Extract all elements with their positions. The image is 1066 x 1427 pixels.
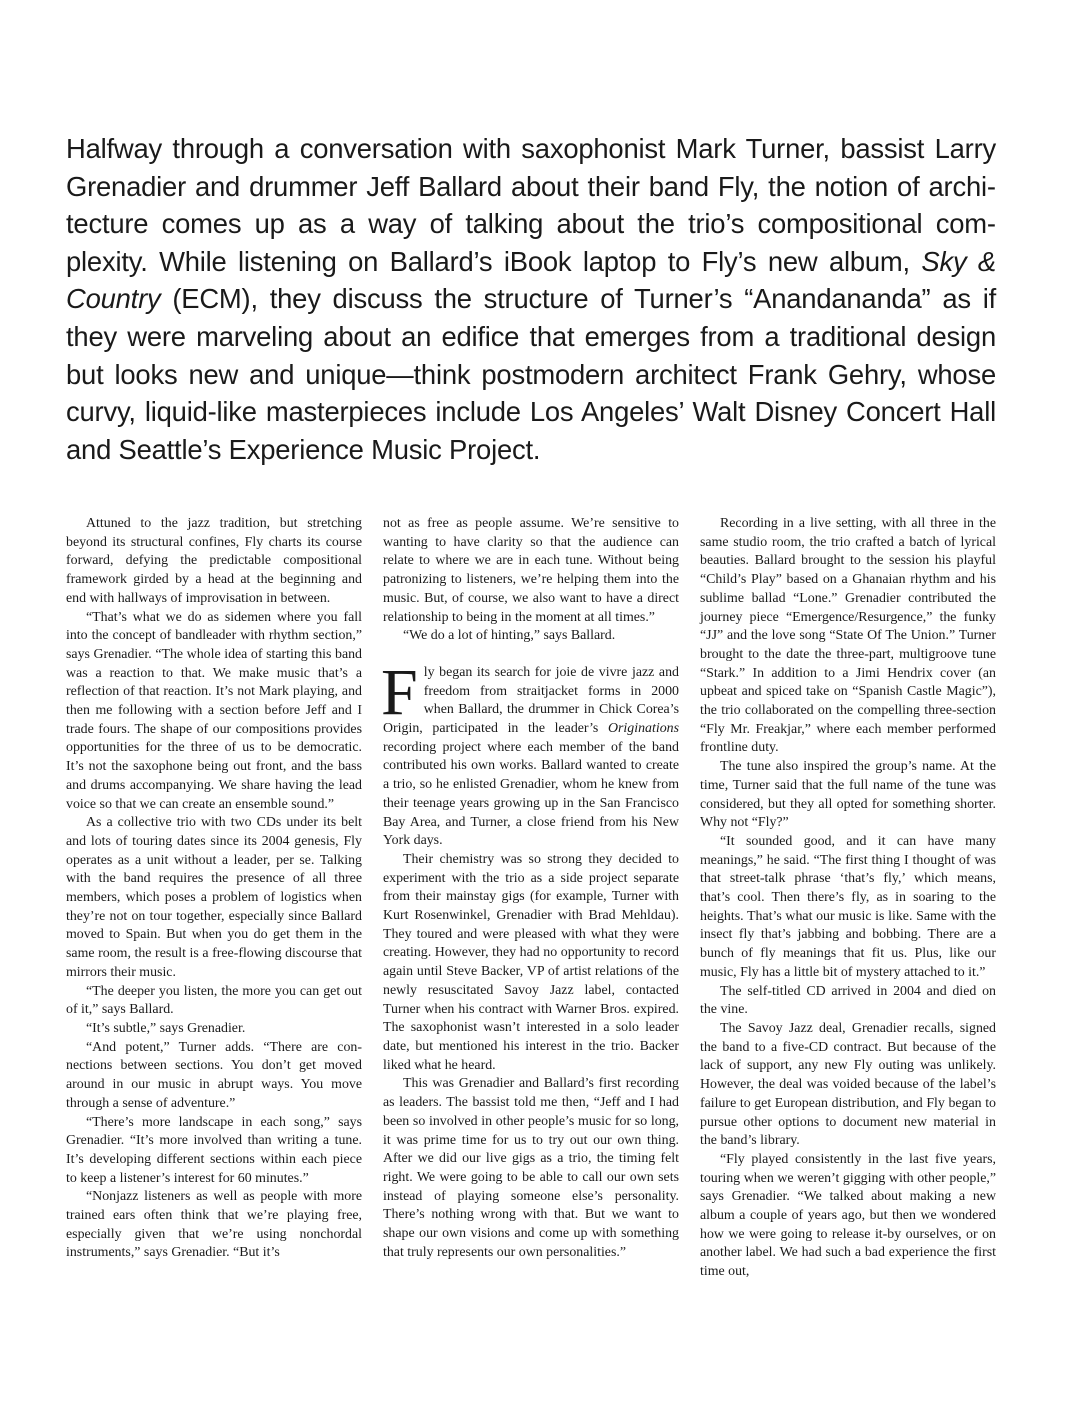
paragraph: Recording in a live setting, with all three in the same studio room, the trio crafted a batch of lyrical beauties. Ballard brought to the session his playful “Child’s Play” based on a Ghanaian rhythm and his sublime ballad “Lone.” Grenadier contributed the journey piece “Emergence/Resurgence,” the funky “JJ” and the love song “State Of The Union.” Turner brought to the date the three-part, multigroove tune “Stark.” In addition to a Jimi Hendrix cover (an upbeat and spiced take on “Spanish Castle Magic”), the trio collaborated on the compelling three-section “Fly Mr. Freakjar,” where each member performed frontline duty. [700, 516, 996, 756]
paragraph: Their chemistry was so strong they decided to experiment with the trio as a side project separate from their mainstay gigs (for example, Turner with Kurt Rosenwinkel, Grenadier with Brad Mehldau). They toured and were pleased with what they were creating. However, they had no opportunity to record again until Steve Backer, VP of artist relations of the newly resuscitated Savoy Jazz label, contacted Turner when his contract with Warner Bros. expired. The saxophonist wasn’t interested in a solo leader date, but mentioned his interest in the trio. Backer liked what he heard. [383, 851, 679, 1073]
drop-cap-letter: F [381, 655, 418, 729]
paragraph: “There’s more landscape in each song,” says Grenadier. “It’s more involved than writing a tune. It’s developing different sections within each piece to keep a listener’s interest for 60 minutes.” [66, 1114, 362, 1186]
column-3 [700, 515, 996, 1395]
album-title-originations: Originations [607, 721, 679, 737]
dropcap-paragraph [381, 655, 679, 851]
paragraph: The tune also inspired the group’s name. At the time, Turner said that the full name of the tune was considered, but they all opted for something shorter. Why not “Fly?” [700, 759, 996, 831]
paragraph: “We do a lot of hinting,” says Ballard. [403, 628, 616, 644]
paragraph: “That’s what we do as sidemen where you fall into the concept of bandleader with rhythm section,” says Grenadier. “The whole idea of starting this band was a reaction to that. We make music that’s a reflection of that reaction. It’s not Mark playing, and then me following with a section before Jeff and I trade fours. The shape of our compositions provides opportunities for the three of us to be democratic. It’s not the saxophone being out front, and the bass and drums accompanying. We share having the lead voice so that we can create an ensemble sound.” [66, 609, 362, 812]
paragraph-text: recording project where each member of the band contributed his own works. Ballard wanted to create a trio, so he enlisted Grenadier, whom he knew from their teenage years growing up in the San Francisco Bay Area, and Turner, a close friend from his New York days. [383, 739, 679, 849]
deck-text-after: (ECM), they discuss the structure of Turner’s “Anandananda” as if they were marveling about an edifice that emerges from a traditional design but looks new and unique—think postmodern architect Frank Gehry, whose curvy, liquid-like masterpieces include Los Angeles’ Walt Disney Concert Hall and Seattle’s Experience Music Project. [66, 283, 996, 465]
paragraph: The Savoy Jazz deal, Grenadier recalls, signed the band to a five-CD contract. But because of the lack of support, any new Fly outing was unlikely. However, the deal was voided because of the label’s failure to get European distribution, and Fly began to pursue other options to document new material in the band’s library. [700, 1020, 996, 1149]
paragraph: Attuned to the jazz tradition, but stretching beyond its structural confines, Fly charts its course forward, defying the predictable compositional framework girded by a head at the beginning and end with hallways of improvisation in between. [66, 516, 362, 606]
article-columns [66, 515, 996, 1395]
paragraph: As a collective trio with two CDs under its belt and lots of touring dates since its 2004 genesis, Fly operates as a unit without a leader, per se. Talking with the band requires the presence of all three members, which poses a problem of logistics when they’re not on tour together, especially since Ballard moved to Spain. But when you do get them in the same room, the result is a free-flowing discourse that mirrors their music. [66, 815, 362, 980]
column-1 [66, 515, 362, 1395]
paragraph: This was Grenadier and Ballard’s first recording as leaders. The bassist told me then, “Jeff and I had been so involved in other people’s music for so long, it was prime time for us to try out our own thing. After we did our live gigs as a trio, the timing felt right. We were going to be able to call our own sets instead of playing someone else’s personality. There’s nothing wrong with that. But we want to shape our own visions and come up with something that truly represents our own personalities.” [383, 1076, 679, 1260]
paragraph: The self-titled CD arrived in 2004 and died on the vine. [700, 983, 996, 1018]
paragraph: “Fly played consistently in the last five years, touring when we weren’t gigging with other people,” says Grenadier. “We talked about making a new album a couple of years ago, but then we wondered how we were going to release it-by ourselves, or on another label. We had such a bad experience the first time out, [700, 1151, 996, 1280]
paragraph: “It sounded good, and it can have many meanings,” he said. “The first thing I thought of was that street-talk phrase ‘that’s fly,’ which means, that’s cool. Then there’s fly, as in soaring to the heights. That’s what our music is like. Same with the insect fly that’s jabbing and bobbing. There are a bunch of fly meanings that fit us. Plus, like our music, Fly has a little bit of mystery attached to it.” [700, 833, 996, 980]
paragraph: “The deeper you listen, the more you can get out of it,” says Ballard. [66, 983, 362, 1018]
paragraph: not as free as people assume. We’re sensitive to wanting to have clarity so that the audience can relate to where we are in each tune. Without being patronizing to listeners, we’re helping them into the music. But, of course, we also want to have a direct relationship to being in the moment at all times.” [383, 516, 679, 625]
column-2 [383, 515, 679, 1395]
deck-intro [66, 130, 996, 468]
paragraph: “Nonjazz listeners as well as people with more trained ears often think that we’re playing free, especially given that we’re using nonchordal instruments,” says Grenadier. “But it’s [66, 1189, 362, 1261]
paragraph-text: ly began its search for joie de vivre jazz and freedom from straitjacket forms in 2000 when Ballard, the drummer in Chick Corea’s Origin, participated in the leader’s [383, 664, 679, 737]
paragraph: “It’s subtle,” says Grenadier. [86, 1020, 246, 1036]
paragraph: “And potent,” Turner adds. “There are connections between sections. You don’t get moved around in our music in abrupt ways. You move through a sense of adventure.” [66, 1039, 362, 1111]
deck-album-title: Sky & Country [66, 245, 996, 315]
deck-text-before: Halfway through a conversation with saxophonist Mark Turner, bassist Larry Grenadier and drummer Jeff Ballard about their band Fly, the notion of architecture comes up as a way of talking about the trio’s compositional complexity. While listening on Ballard’s iBook laptop to Fly’s new album, [66, 133, 996, 277]
